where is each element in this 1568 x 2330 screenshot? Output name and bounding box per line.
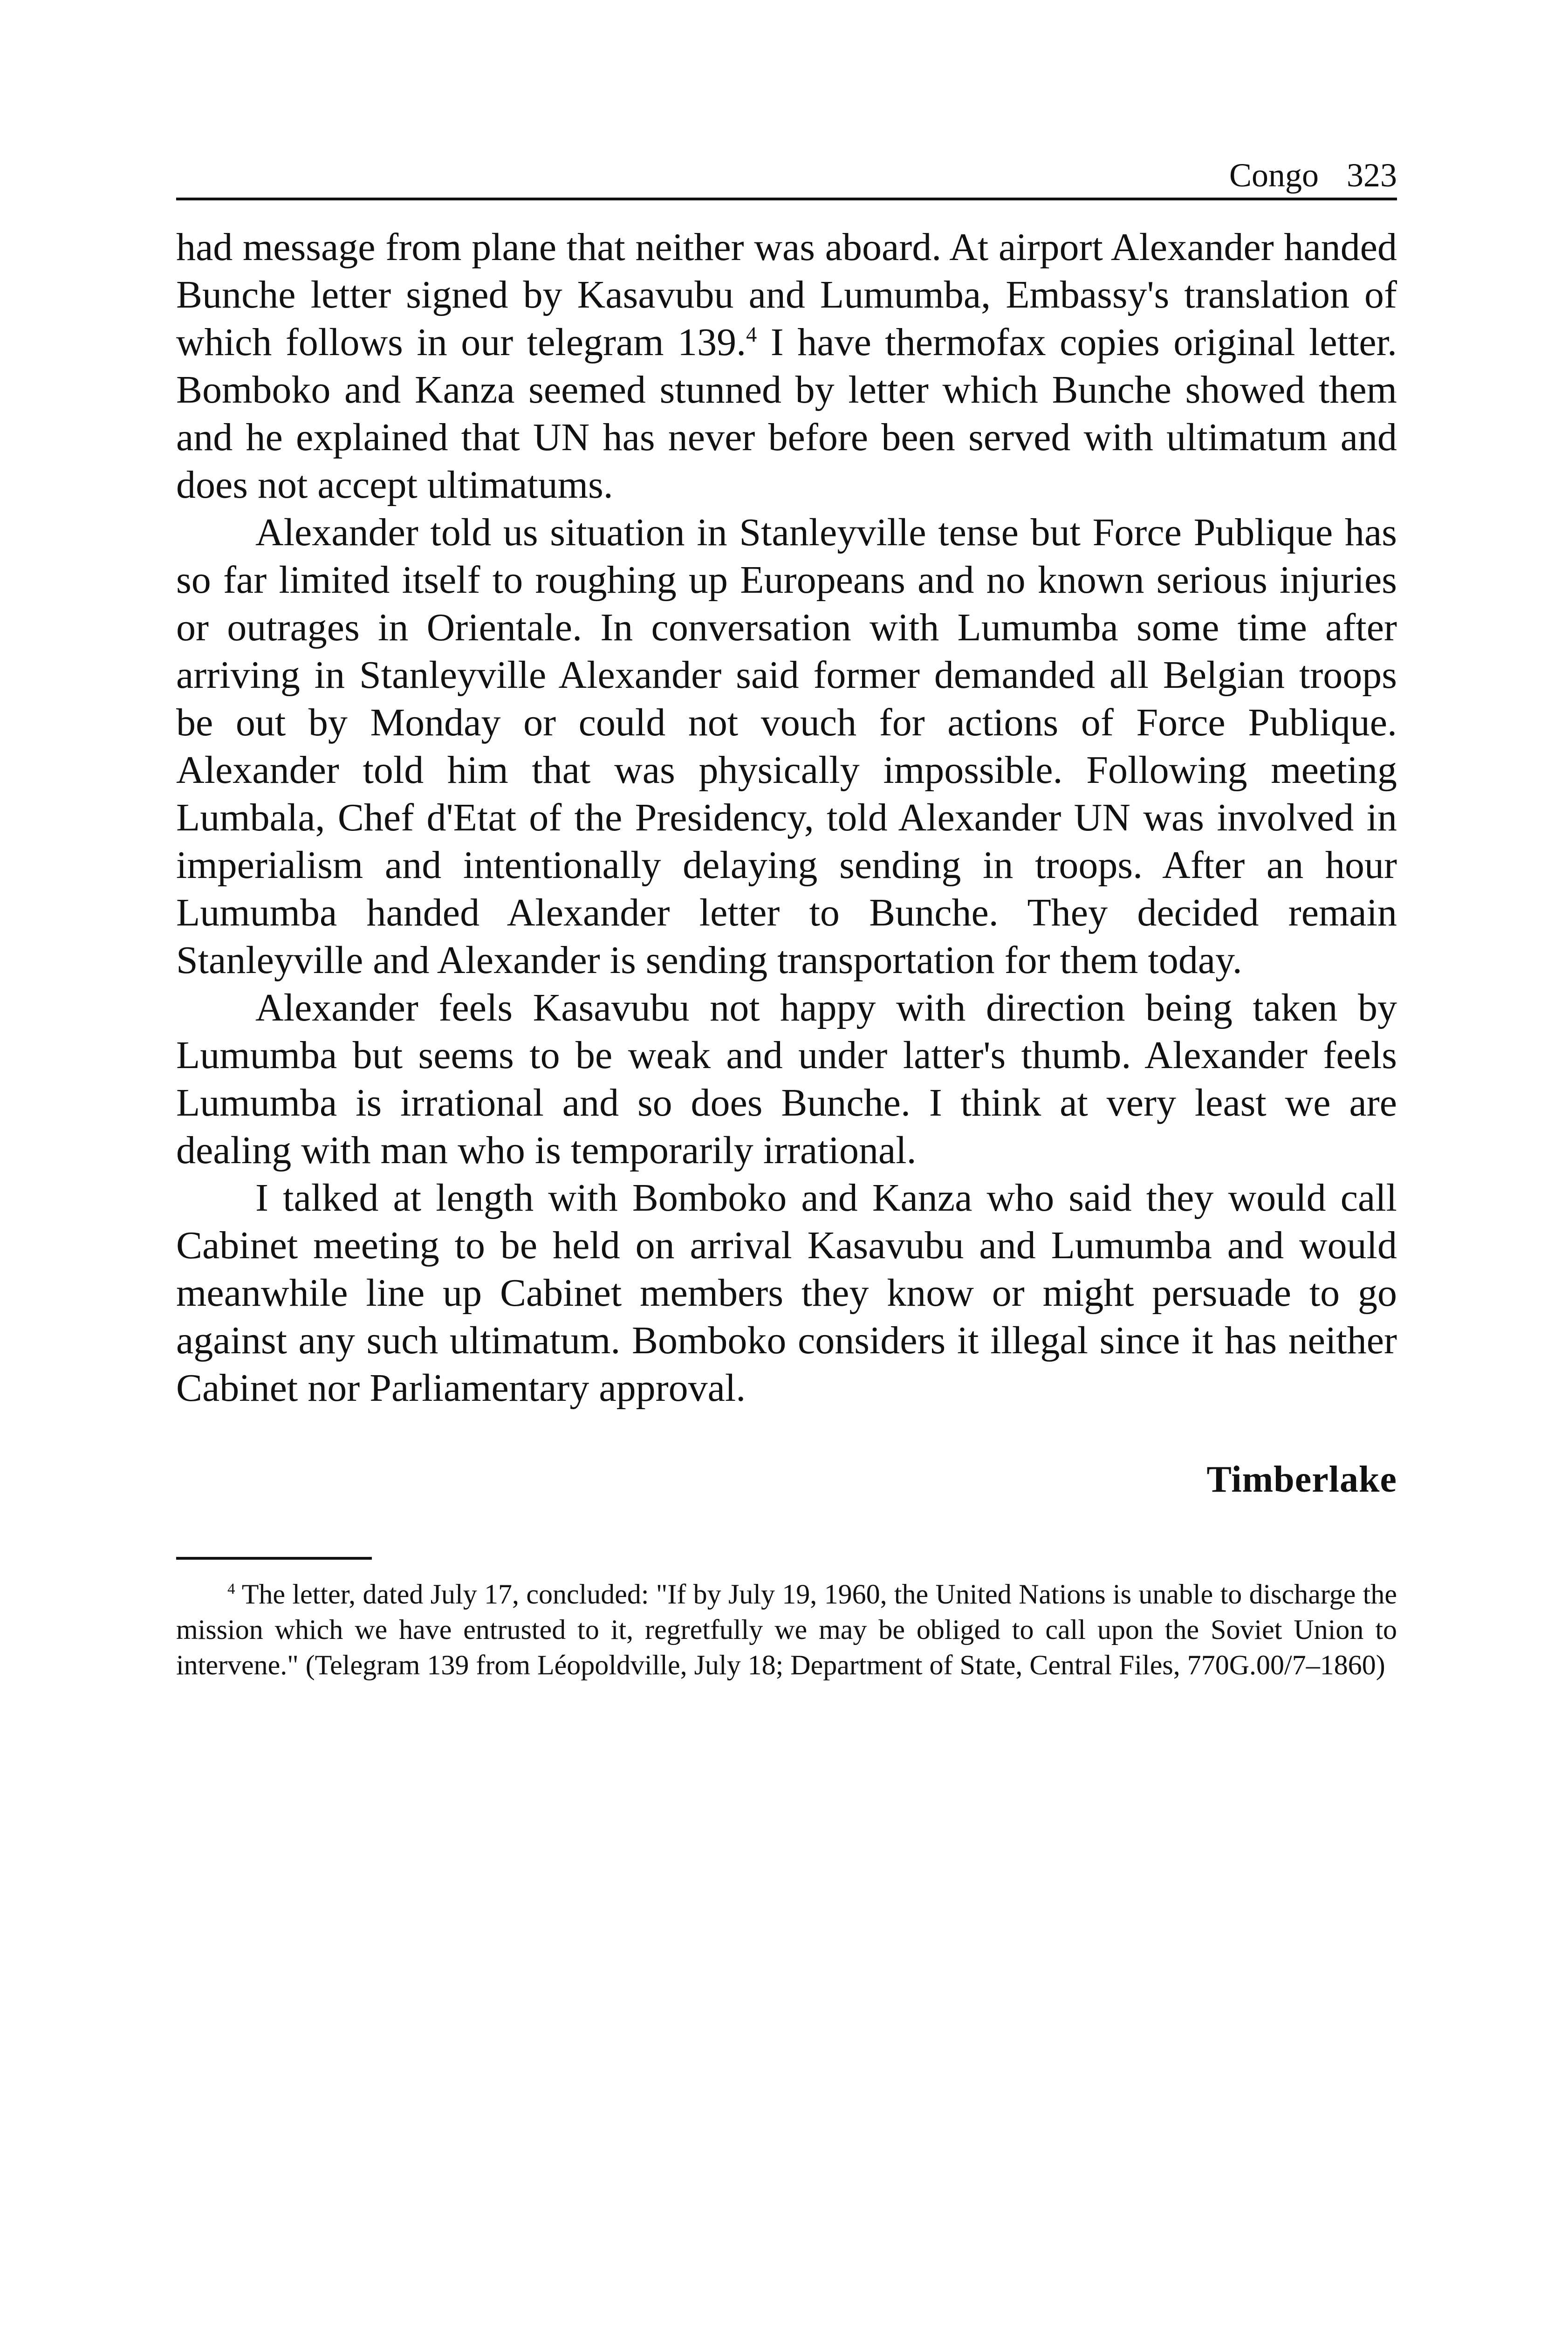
running-head [176,158,1397,200]
footnote [176,1576,1397,1683]
paragraph-3: Alexander feels Kasavubu not happy with direction being taken by Lumumba but seems to be weak and under latter's thumb. Alexander feels Lumumba is irrational and so does Bunche. I think at very least we are dealing with man who is temporarily irrational. [176,986,1397,1172]
paragraph-1 [176,224,1397,509]
document-page [176,158,1397,1711]
paragraph-2: Alexander told us situation in Stanleyville tense but Force Publique has so far limited itself to roughing up Europeans and no known serious injuries or outrages in Orientale. In conversation with Lumumba some time after arriving in Stanleyville Alexander said former demanded all Belgian troops be out by Monday or could not vouch for actions of Force Publique. Alexander told him that was physically impossible. Following meeting Lumbala, Chef d'Etat of the Presidency, told Alexander UN was involved in imperialism and intentionally delaying sending in troops. After an hour Lumumba handed Alexander letter to Bunche. They decided remain Stanleyville and Alexander is sending transportation for them today. [176,511,1397,982]
paragraph-1-text-b: I have thermofax copies original letter. Bomboko and Kanza seemed stunned by letter which Bunche showed them and he explained that UN has never before been served with ultimatum and does not accept ultimatums. [176,321,1397,507]
running-head-section: Congo [1229,157,1319,194]
footnote-reference: 4 [746,322,757,346]
page-number: 323 [1347,157,1397,194]
footnote-text: The letter, dated July 17, concluded: "If by July 19, 1960, the United Nations is unable to discharge the mission which we have entrusted to it, regretfully we may be obliged to call upon the Soviet Union to intervene." (Telegram 139 from Léopoldville, July 18; Department of State, Central Files, 770G.00/7–1860) [176,1579,1397,1680]
footnote-divider [176,1557,372,1560]
signature: Timberlake [1206,1459,1397,1500]
paragraph-1-text-a: had message from plane that neither was aboard. At airport Alexander handed Bunche letter signed by Kasavubu and Lumumba, Embassy's translation of which follows in our telegram 139. [176,226,1397,364]
footnote-marker: 4 [227,1581,235,1597]
paragraph-4: I talked at length with Bomboko and Kanza who said they would call Cabinet meeting to be held on arrival Kasavubu and Lumumba and would meanwhile line up Cabinet members they know or might persuade to go against any such ultimatum. Bomboko considers it illegal since it has neither Cabinet nor Parliamentary approval. [176,1176,1397,1410]
body-text [176,224,1397,1412]
